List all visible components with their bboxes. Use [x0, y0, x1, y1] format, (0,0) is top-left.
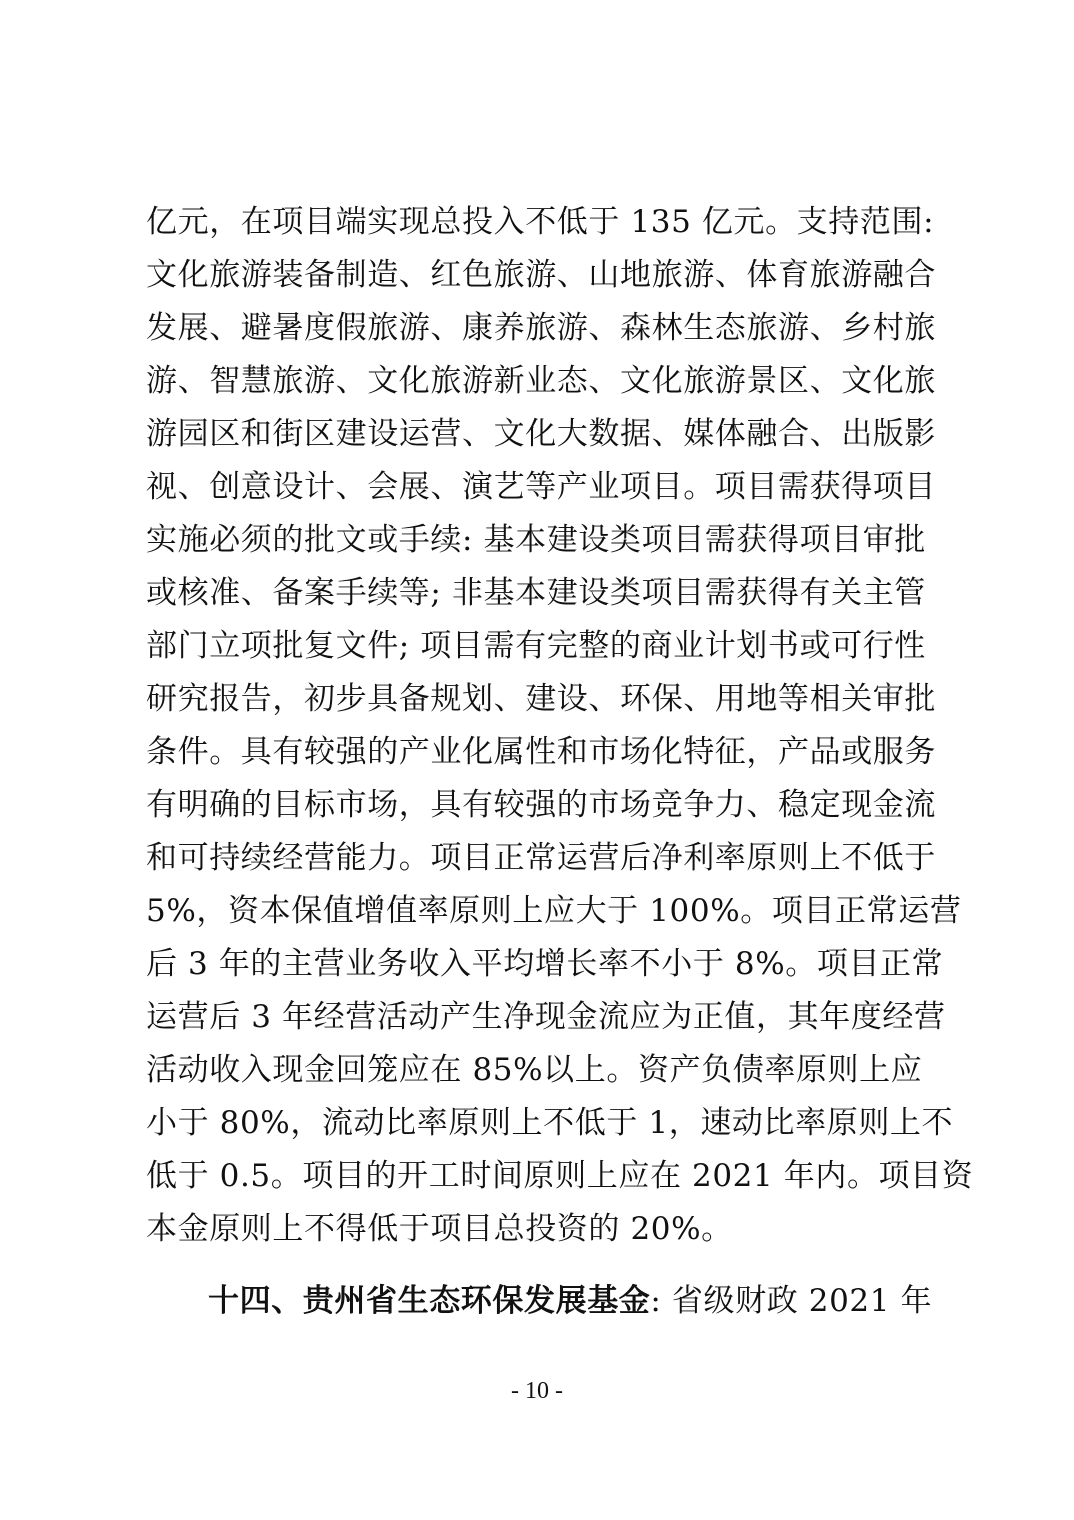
- text-line: 部门立项批复文件; 项目需有完整的商业计划书或可行性: [146, 628, 926, 664]
- text-line: 文化旅游装备制造、红色旅游、山地旅游、体育旅游融合: [146, 257, 936, 293]
- text-line: 低于 0.5。项目的开工时间原则上应在 2021 年内。项目资: [146, 1158, 974, 1194]
- text-line: 条件。具有较强的产业化属性和市场化特征，产品或服务: [146, 734, 936, 770]
- text-line: 亿元，在项目端实现总投入不低于 135 亿元。支持范围:: [146, 204, 935, 240]
- section-title: 十四、贵州省生态环保发展基金: [208, 1283, 651, 1319]
- text-line: 活动收入现金回笼应在 85%以上。资产负债率原则上应: [146, 1052, 923, 1088]
- page-number: - 10 -: [511, 1378, 563, 1404]
- text-line: 小于 80%，流动比率原则上不低于 1，速动比率原则上不: [146, 1105, 954, 1141]
- text-line: 5%，资本保值增值率原则上应大于 100%。项目正常运营: [146, 893, 962, 929]
- text-line: 实施必须的批文或手续: 基本建设类项目需获得项目审批: [146, 522, 926, 558]
- text-line: 运营后 3 年经营活动产生净现金流应为正值，其年度经营: [146, 999, 946, 1035]
- section-heading-line: [146, 1275, 946, 1328]
- text-line: 有明确的目标市场，具有较强的市场竞争力、稳定现金流: [146, 787, 936, 823]
- text-line: 研究报告，初步具备规划、建设、环保、用地等相关审批: [146, 681, 936, 717]
- text-line: 本金原则上不得低于项目总投资的 20%。: [146, 1211, 733, 1247]
- body-paragraph: [146, 196, 974, 1256]
- text-line: 游、智慧旅游、文化旅游新业态、文化旅游景区、文化旅: [146, 363, 936, 399]
- text-line: 或核准、备案手续等; 非基本建设类项目需获得有关主管: [146, 575, 926, 611]
- section-continuation: : 省级财政 2021 年: [650, 1283, 933, 1319]
- text-line: 游园区和街区建设运营、文化大数据、媒体融合、出版影: [146, 416, 936, 452]
- text-line: 后 3 年的主营业务收入平均增长率不小于 8%。项目正常: [146, 946, 944, 982]
- text-line: 视、创意设计、会展、演艺等产业项目。项目需获得项目: [146, 469, 936, 505]
- text-line: 发展、避暑度假旅游、康养旅游、森林生态旅游、乡村旅: [146, 310, 936, 346]
- text-line: 和可持续经营能力。项目正常运营后净利率原则上不低于: [146, 840, 936, 876]
